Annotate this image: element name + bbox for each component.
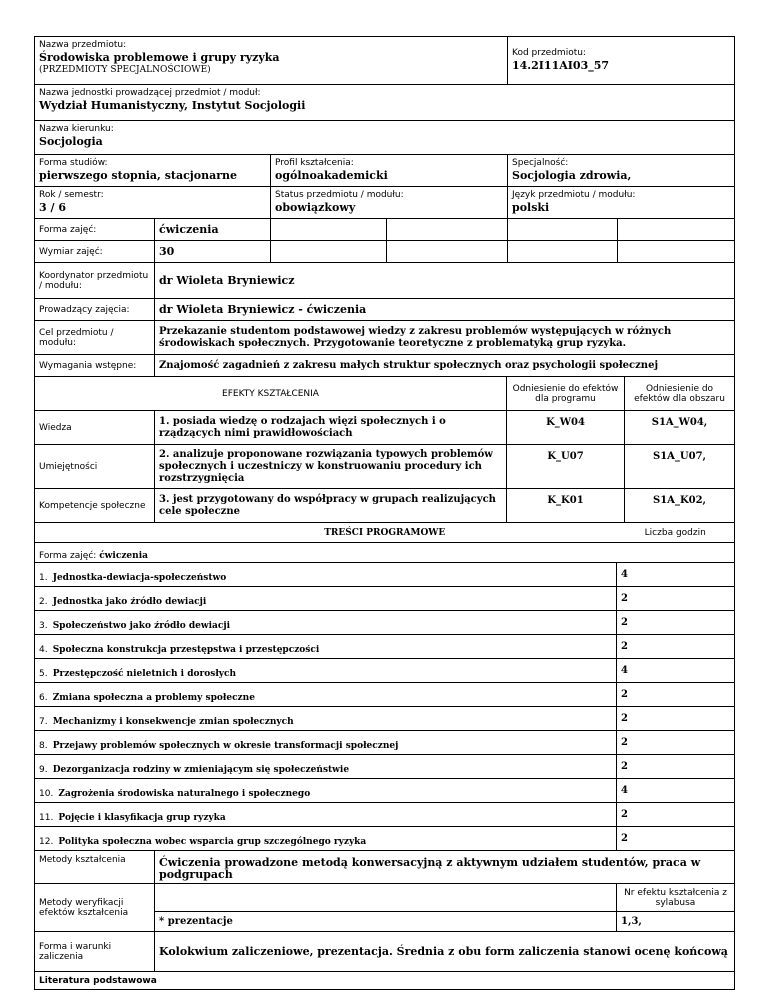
- unit-value: Wydział Humanistyczny, Instytut Socjologii: [39, 99, 306, 112]
- content-topic: [35, 635, 617, 659]
- content-row: [35, 779, 735, 803]
- content-row: [35, 803, 735, 827]
- content-hours: 2: [617, 827, 735, 851]
- content-topic-title: Przejawy problemów społecznych w okresie transformacji społecznej: [52, 741, 399, 751]
- empty-cell: [387, 219, 508, 241]
- course-code: 14.2I11AI03_57: [512, 59, 610, 72]
- content-hours: 4: [617, 563, 735, 587]
- outcome-category: Umiejętności: [35, 445, 155, 489]
- content-row: [35, 635, 735, 659]
- literature-label: Literatura podstawowa: [35, 972, 735, 990]
- content-row: [35, 707, 735, 731]
- course-category: (PRZEDMIOTY SPECJALNOŚCIOWE): [39, 65, 211, 75]
- content-topic-number: 5.: [39, 669, 48, 679]
- content-row: [35, 731, 735, 755]
- outcome-program-ref: K_W04: [507, 411, 625, 445]
- outcomes-col-area: Odniesienie do efektów dla obszaru: [625, 377, 735, 411]
- language-value: polski: [512, 201, 550, 214]
- content-topic-number: 9.: [39, 765, 48, 775]
- empty-cell: [618, 219, 735, 241]
- content-row: [35, 827, 735, 851]
- outcome-program-ref: K_U07: [507, 445, 625, 489]
- field-label: Nazwa kierunku:: [39, 124, 114, 134]
- content-topic-number: 2.: [39, 597, 48, 607]
- details-table: [34, 262, 735, 377]
- language-cell: [508, 187, 735, 219]
- profile-cell: [271, 155, 508, 187]
- content-topic-number: 8.: [39, 741, 48, 751]
- empty-cell: [508, 241, 618, 263]
- empty-cell: [271, 241, 387, 263]
- course-name: Środowiska problemowe i grupy ryzyka: [39, 51, 280, 64]
- field-cell: [35, 121, 735, 155]
- class-form-value: ćwiczenia: [155, 219, 271, 241]
- content-header-text: TREŚCI PROGRAMOWE: [324, 527, 446, 538]
- empty-cell: [508, 219, 618, 241]
- content-header: [35, 523, 617, 543]
- content-hours: 2: [617, 755, 735, 779]
- course-name-cell: [35, 37, 508, 85]
- content-topic-number: 3.: [39, 621, 48, 631]
- outcome-row: [35, 489, 735, 523]
- verification-nr: 1,3,: [617, 912, 735, 932]
- content-topic-title: Społeczna konstrukcja przestępstwa i przestępczości: [52, 645, 320, 655]
- field-value: Socjologia: [39, 135, 103, 148]
- outcomes-header: EFEKTY KSZTAŁCENIA: [35, 377, 507, 411]
- outcomes-col-program: Odniesienie do efektów dla programu: [507, 377, 625, 411]
- content-topic: [35, 755, 617, 779]
- specialty-cell: [508, 155, 735, 187]
- content-topic-title: Jednostka jako źródło dewiacji: [52, 597, 207, 607]
- content-form-label: Forma zajęć:: [39, 551, 97, 561]
- syllabus-sheet: [34, 36, 734, 990]
- content-hours: 2: [617, 587, 735, 611]
- teacher-label: Prowadzący zajęcia:: [35, 299, 155, 321]
- class-form-label: Forma zajęć:: [35, 219, 155, 241]
- content-topic: [35, 611, 617, 635]
- content-row: [35, 683, 735, 707]
- header-table: [34, 36, 735, 155]
- content-topic-title: Mechanizmy i konsekwencje zmian społecznych: [52, 717, 294, 727]
- content-topic-number: 6.: [39, 693, 48, 703]
- empty-cell: [271, 219, 387, 241]
- profile-value: ogólnoakademicki: [275, 169, 388, 182]
- outcome-description: 2. analizuje proponowane rozwiązania typowych problemów społecznych i uczestniczy w konstruowaniu procedury ich rozstrzygnięcia: [155, 445, 507, 489]
- coordinator-value: dr Wioleta Bryniewicz: [155, 263, 735, 299]
- content-col-hours: Liczba godzin: [617, 523, 735, 543]
- content-topic-title: Dezorganizacja rodziny w zmieniającym się społeczeństwie: [52, 765, 350, 775]
- content-hours: 2: [617, 803, 735, 827]
- content-hours: 4: [617, 659, 735, 683]
- content-hours: 2: [617, 611, 735, 635]
- outcome-description: 3. jest przygotowany do współpracy w grupach realizujących cele społeczne: [155, 489, 507, 523]
- content-topic: [35, 827, 617, 851]
- methods-value: Ćwiczenia prowadzone metodą konwersacyjną z aktywnym udziałem studentów, praca w podgrupach: [155, 851, 735, 884]
- goal-value: Przekazanie studentom podstawowej wiedzy z zakresu problemów występujących w różnych środowiskach społecznych. Przygotowanie teoretyczne z problematyką grup ryzyka.: [155, 321, 735, 355]
- hours-value: 30: [155, 241, 271, 263]
- content-topic-number: 11.: [39, 813, 54, 823]
- year-label: Rok / semestr:: [39, 190, 104, 200]
- year-cell: [35, 187, 271, 219]
- content-topic-title: Jednostka-dewiacja-społeczeństwo: [52, 573, 227, 583]
- content-topic: [35, 731, 617, 755]
- methods-label: Metody kształcenia: [35, 851, 155, 884]
- outcome-description: 1. posiada wiedzę o rodzajach więzi społecznych i o rządzących nimi prawidłowościach: [155, 411, 507, 445]
- content-table: [34, 522, 735, 563]
- content-hours: 2: [617, 635, 735, 659]
- verification-empty: [155, 884, 617, 912]
- outcome-area-ref: S1A_K02,: [625, 489, 735, 523]
- content-row: [35, 755, 735, 779]
- content-topic-number: 12.: [39, 837, 54, 847]
- content-hours: 2: [617, 683, 735, 707]
- unit-label: Nazwa jednostki prowadzącej przedmiot / moduł:: [39, 88, 261, 98]
- study-form-value: pierwszego stopnia, stacjonarne: [39, 169, 238, 182]
- requirements-value: Znajomość zagadnień z zakresu małych struktur społecznych oraz psychologii społecznej: [155, 355, 735, 377]
- content-topic-number: 7.: [39, 717, 48, 727]
- content-topic-number: 10.: [39, 789, 54, 799]
- content-items-table: [34, 562, 735, 851]
- status-label: Status przedmiotu / modułu:: [275, 190, 404, 200]
- content-topic: [35, 563, 617, 587]
- course-code-cell: [508, 37, 735, 85]
- status-cell: [271, 187, 508, 219]
- requirements-label: Wymagania wstępne:: [35, 355, 155, 377]
- passing-label: Forma i warunki zaliczenia: [35, 932, 155, 972]
- content-hours: 2: [617, 707, 735, 731]
- outcome-area-ref: S1A_U07,: [625, 445, 735, 489]
- content-topic-title: Pojęcie i klasyfikacja grup ryzyka: [58, 813, 226, 823]
- outcome-area-ref: S1A_W04,: [625, 411, 735, 445]
- verification-value: * prezentacje: [155, 912, 617, 932]
- content-topic: [35, 683, 617, 707]
- course-code-label: Kod przedmiotu:: [512, 48, 586, 58]
- content-row: [35, 587, 735, 611]
- outcome-category: Kompetencje społeczne: [35, 489, 155, 523]
- empty-cell: [618, 241, 735, 263]
- content-topic: [35, 707, 617, 731]
- content-topic-number: 1.: [39, 573, 48, 583]
- profile-label: Profil kształcenia:: [275, 158, 354, 168]
- content-topic-number: 4.: [39, 645, 48, 655]
- hours-label: Wymiar zajęć:: [35, 241, 155, 263]
- content-topic: [35, 779, 617, 803]
- empty-cell: [387, 241, 508, 263]
- outcome-category: Wiedza: [35, 411, 155, 445]
- course-name-label: Nazwa przedmiotu:: [39, 40, 127, 50]
- content-topic-title: Społeczeństwo jako źródło dewiacji: [52, 621, 231, 631]
- study-form-label: Forma studiów:: [39, 158, 108, 168]
- goal-label: Cel przedmiotu / modułu:: [35, 321, 155, 355]
- verification-col-nr: Nr efektu kształcenia z sylabusa: [617, 884, 735, 912]
- specialty-value: Socjologia zdrowia,: [512, 169, 632, 182]
- content-hours: 4: [617, 779, 735, 803]
- teacher-value: dr Wioleta Bryniewicz - ćwiczenia: [155, 299, 735, 321]
- content-row: [35, 563, 735, 587]
- content-form-cell: [35, 543, 735, 563]
- content-row: [35, 611, 735, 635]
- content-topic-title: Zmiana społeczna a problemy społeczne: [52, 693, 255, 703]
- content-topic: [35, 803, 617, 827]
- year-value: 3 / 6: [39, 201, 66, 214]
- content-topic-title: Zagrożenia środowiska naturalnego i społecznego: [58, 789, 311, 799]
- study-form-cell: [35, 155, 271, 187]
- passing-value: Kolokwium zaliczeniowe, prezentacja. Średnia z obu form zaliczenia stanowi ocenę końcową: [155, 932, 735, 972]
- outcome-row: [35, 411, 735, 445]
- outcome-program-ref: K_K01: [507, 489, 625, 523]
- outcome-row: [35, 445, 735, 489]
- content-topic: [35, 659, 617, 683]
- content-form-value: ćwiczenia: [99, 551, 148, 561]
- outcomes-table: [34, 376, 735, 523]
- methods-table: [34, 850, 735, 990]
- content-topic-title: Przestępczość nieletnich i dorosłych: [52, 669, 237, 679]
- content-topic-title: Polityka społeczna wobec wsparcia grup szczególnego ryzyka: [58, 837, 367, 847]
- status-value: obowiązkowy: [275, 201, 356, 214]
- verification-label: Metody weryfikacji efektów kształcenia: [35, 884, 155, 932]
- coordinator-label: Koordynator przedmiotu / modułu:: [35, 263, 155, 299]
- content-topic: [35, 587, 617, 611]
- unit-cell: [35, 85, 735, 121]
- specialty-label: Specjalność:: [512, 158, 569, 168]
- content-hours: 2: [617, 731, 735, 755]
- study-info-table: [34, 154, 735, 263]
- language-label: Język przedmiotu / modułu:: [512, 190, 636, 200]
- content-row: [35, 659, 735, 683]
